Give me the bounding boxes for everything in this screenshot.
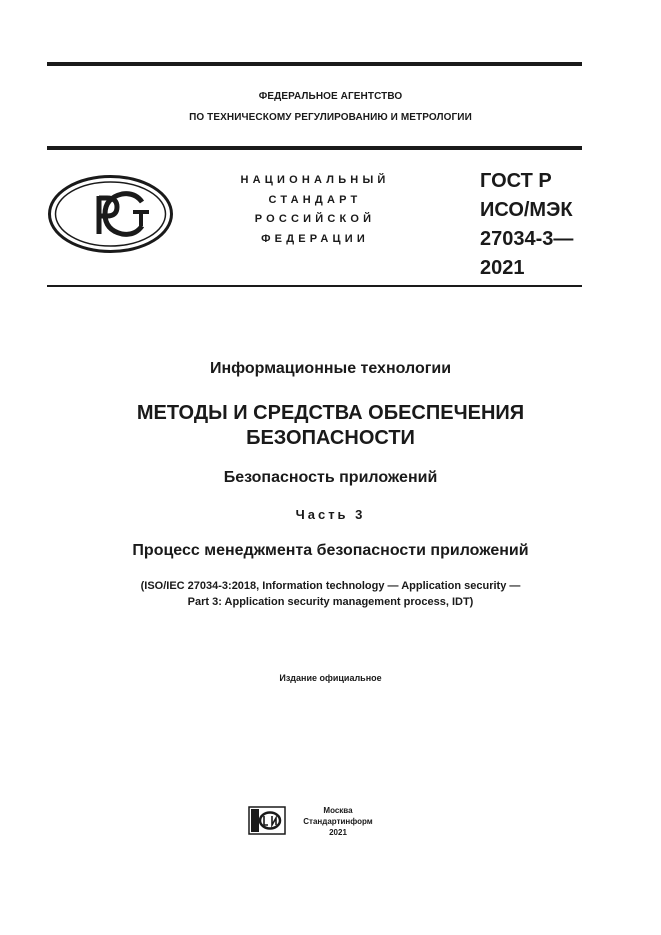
- edition-label: Издание официальное: [279, 673, 382, 683]
- national-standard-line-3: РОССИЙСКОЙ: [254, 213, 376, 225]
- designation-line-3: 27034-3—: [480, 228, 574, 250]
- standartinform-logo-icon: [248, 806, 286, 835]
- national-standard-line-1: НАЦИОНАЛЬНЫЙ: [240, 174, 390, 186]
- designation-line-1: ГОСТ Р: [480, 170, 552, 192]
- section-rule: [47, 285, 582, 287]
- header-rule: [47, 146, 582, 150]
- designation-line-4: 2021: [480, 257, 525, 279]
- main-title-line-1: МЕТОДЫ И СРЕДСТВА ОБЕСПЕЧЕНИЯ: [136, 402, 525, 424]
- publisher-city: Москва: [323, 806, 353, 815]
- publisher-year: 2021: [329, 828, 347, 837]
- original-title-line-1: (ISO/IEC 27034-3:2018, Information technology — Application security —: [140, 580, 521, 592]
- main-title-line-2: БЕЗОПАСНОСТИ: [246, 427, 415, 449]
- designation-line-2: ИСО/МЭК: [480, 199, 573, 221]
- publisher-name: Стандартинформ: [303, 817, 373, 826]
- top-rule: [47, 62, 582, 66]
- agency-line-2: ПО ТЕХНИЧЕСКОМУ РЕГУЛИРОВАНИЮ И МЕТРОЛОГИИ: [189, 112, 472, 123]
- part-title: Процесс менеджмента безопасности приложений: [132, 542, 529, 559]
- agency-line-1: ФЕДЕРАЛЬНОЕ АГЕНТСТВО: [258, 91, 403, 102]
- original-title-line-2: Part 3: Application security management process, IDT): [187, 596, 474, 608]
- national-standard-line-4: ФЕДЕРАЦИИ: [261, 233, 369, 245]
- subtitle: Безопасность приложений: [223, 469, 438, 486]
- gost-r-emblem-icon: [47, 174, 174, 254]
- category-title: Информационные технологии: [209, 360, 452, 377]
- part-number: Часть 3: [295, 507, 366, 522]
- national-standard-line-2: СТАНДАРТ: [268, 194, 362, 206]
